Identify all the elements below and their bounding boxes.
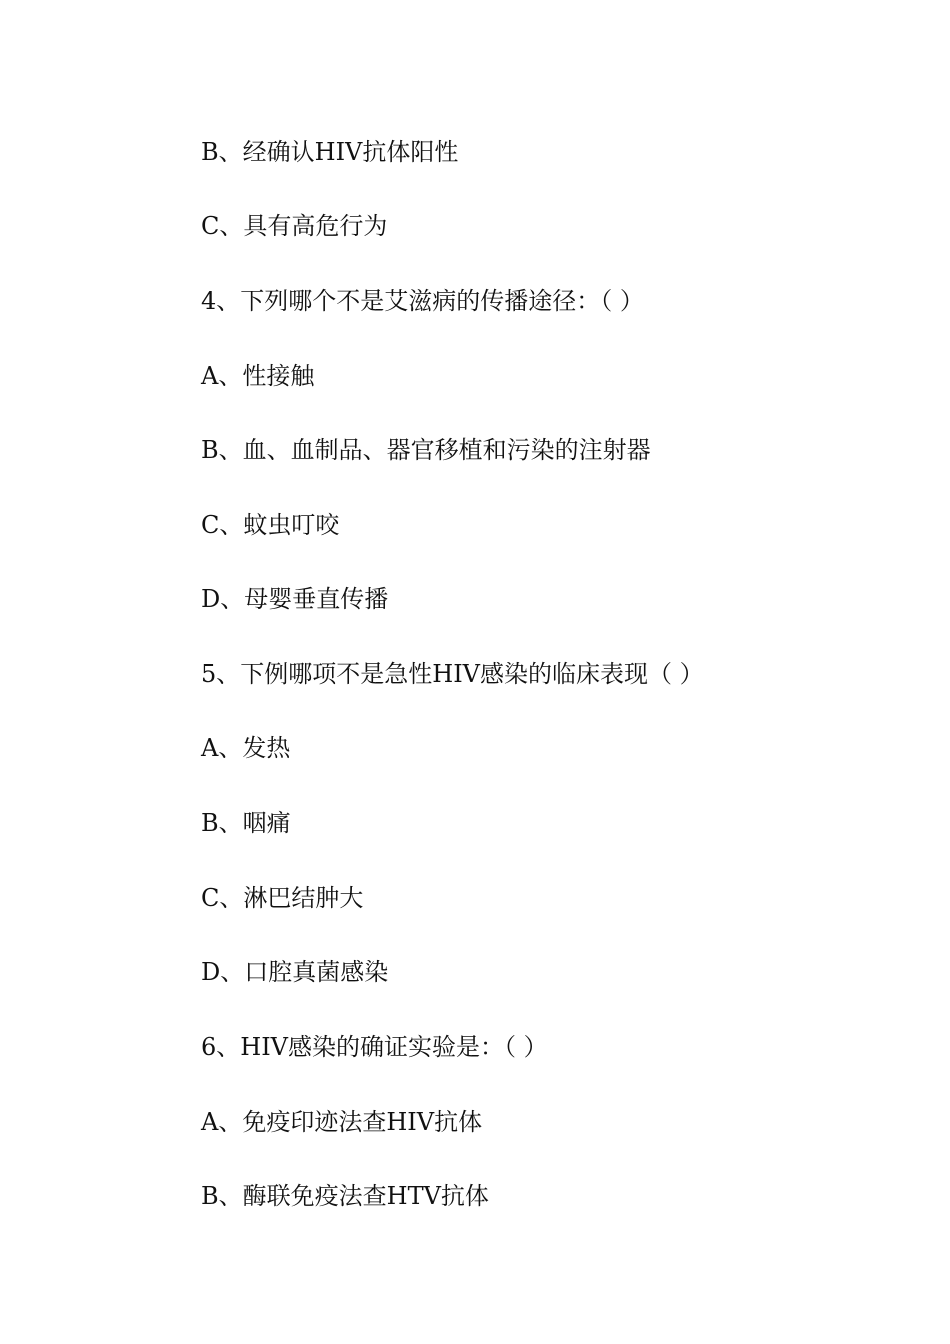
answer-option-c: C、淋巴结肿大	[201, 884, 364, 912]
question-4: 4、下列哪个不是艾滋病的传播途径：（ ）	[201, 287, 644, 315]
answer-option-b: B、血、血制品、器官移植和污染的注射器	[201, 436, 651, 464]
question-5: 5、下例哪项不是急性HIV感染的临床表现（ ）	[201, 660, 704, 688]
answer-option-a: A、发热	[201, 734, 291, 762]
answer-option-c: C、蚊虫叮咬	[201, 511, 340, 539]
answer-option-a: A、性接触	[201, 362, 315, 390]
answer-option-b: B、经确认HIV抗体阳性	[201, 138, 459, 166]
answer-option-a: A、免疫印迹法查HIV抗体	[201, 1108, 483, 1136]
question-6: 6、HIV感染的确证实验是：（ ）	[201, 1033, 548, 1061]
answer-option-d: D、母婴垂直传播	[201, 585, 389, 613]
answer-option-b: B、咽痛	[201, 809, 291, 837]
answer-option-c: C、具有高危行为	[201, 212, 388, 240]
answer-option-b: B、酶联免疫法查HTV抗体	[201, 1182, 489, 1210]
answer-option-d: D、口腔真菌感染	[201, 958, 389, 986]
